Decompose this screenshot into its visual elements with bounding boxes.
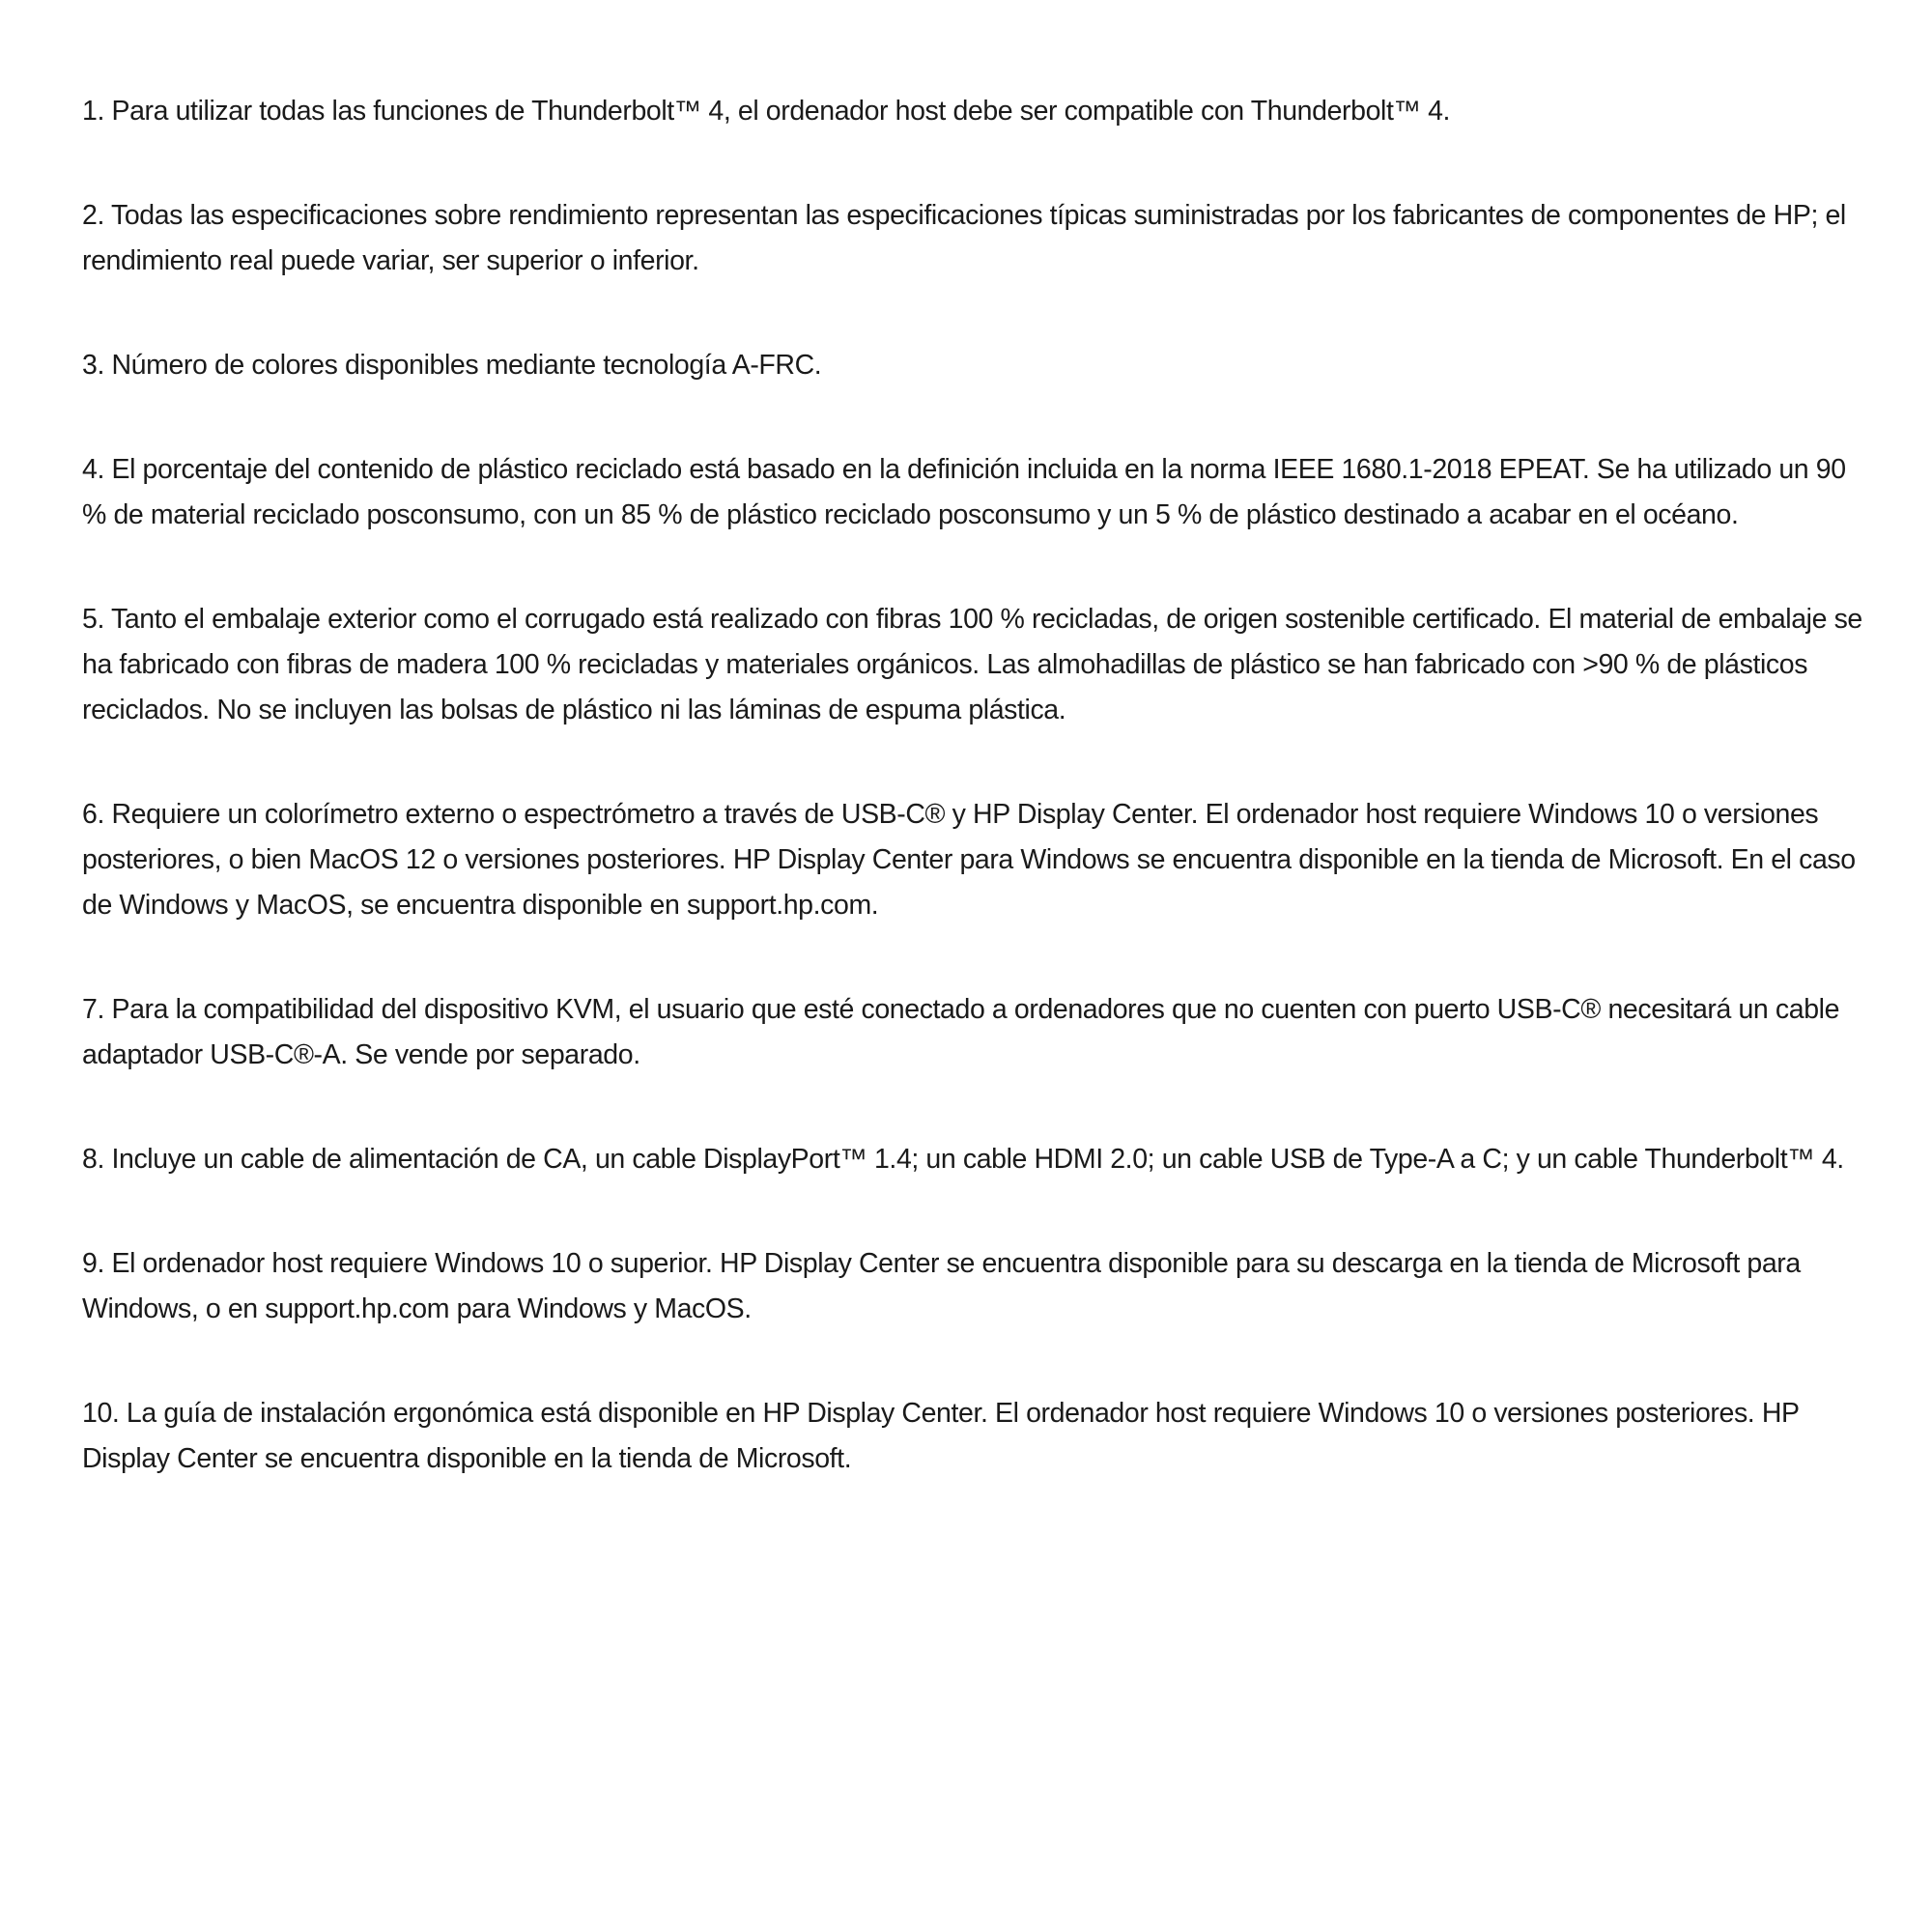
footnote-6: 6. Requiere un colorímetro externo o espectrómetro a través de USB-C® y HP Display Center. El ordenador host requiere Windows 10 o versiones posteriores, o bien MacOS 12 o versiones posteriores. HP Display Center para Windows se encuentra disponible en la tienda de Microsoft. En el caso de Windows y MacOS, se encuentra disponible en support.hp.com. xyxy=(82,799,1863,921)
footnote-4: 4. El porcentaje del contenido de plástico reciclado está basado en la definición incluida en la norma IEEE 1680.1-2018 EPEAT. Se ha utilizado un 90 % de material reciclado posconsumo, con un 85 % de plástico reciclado posconsumo y un 5 % de plástico destinado a acabar en el océano. xyxy=(82,454,1854,530)
footnote-3: 3. Número de colores disponibles mediante tecnología A-FRC. xyxy=(82,350,822,381)
footnote-1: 1. Para utilizar todas las funciones de Thunderbolt™ 4, el ordenador host debe ser compatible con Thunderbolt™ 4. xyxy=(82,96,1451,127)
footnote-8: 8. Incluye un cable de alimentación de CA, un cable DisplayPort™ 1.4; un cable HDMI 2.0; un cable USB de Type-A a C; y un cable Thunderbolt™ 4. xyxy=(82,1144,1844,1175)
footnote-7: 7. Para la compatibilidad del dispositivo KVM, el usuario que esté conectado a ordenadores que no cuenten con puerto USB-C® necesitará un cable adaptador USB-C®-A. Se vende por separado. xyxy=(82,994,1847,1070)
footnote-9: 9. El ordenador host requiere Windows 10 o superior. HP Display Center se encuentra disponible para su descarga en la tienda de Microsoft para Windows, o en support.hp.com para Windows y MacOS. xyxy=(82,1248,1808,1324)
footnote-5: 5. Tanto el embalaje exterior como el corrugado está realizado con fibras 100 % recicladas, de origen sostenible certificado. El material de embalaje se ha fabricado con fibras de madera 100 % recicladas y materiales orgánicos. Las almohadillas de plástico se han fabricado con >90 % de plásticos reciclados. No se incluyen las bolsas de plástico ni las láminas de espuma plástica. xyxy=(82,604,1870,725)
footnote-2: 2. Todas las especificaciones sobre rendimiento representan las especificaciones típicas suministradas por los fabricantes de componentes de HP; el rendimiento real puede variar, ser superior o inferior. xyxy=(82,200,1854,276)
footnotes-list xyxy=(82,89,1870,1482)
footnote-10: 10. La guía de instalación ergonómica está disponible en HP Display Center. El ordenador host requiere Windows 10 o versiones posteriores. HP Display Center se encuentra disponible en la tienda de Microsoft. xyxy=(82,1398,1806,1474)
